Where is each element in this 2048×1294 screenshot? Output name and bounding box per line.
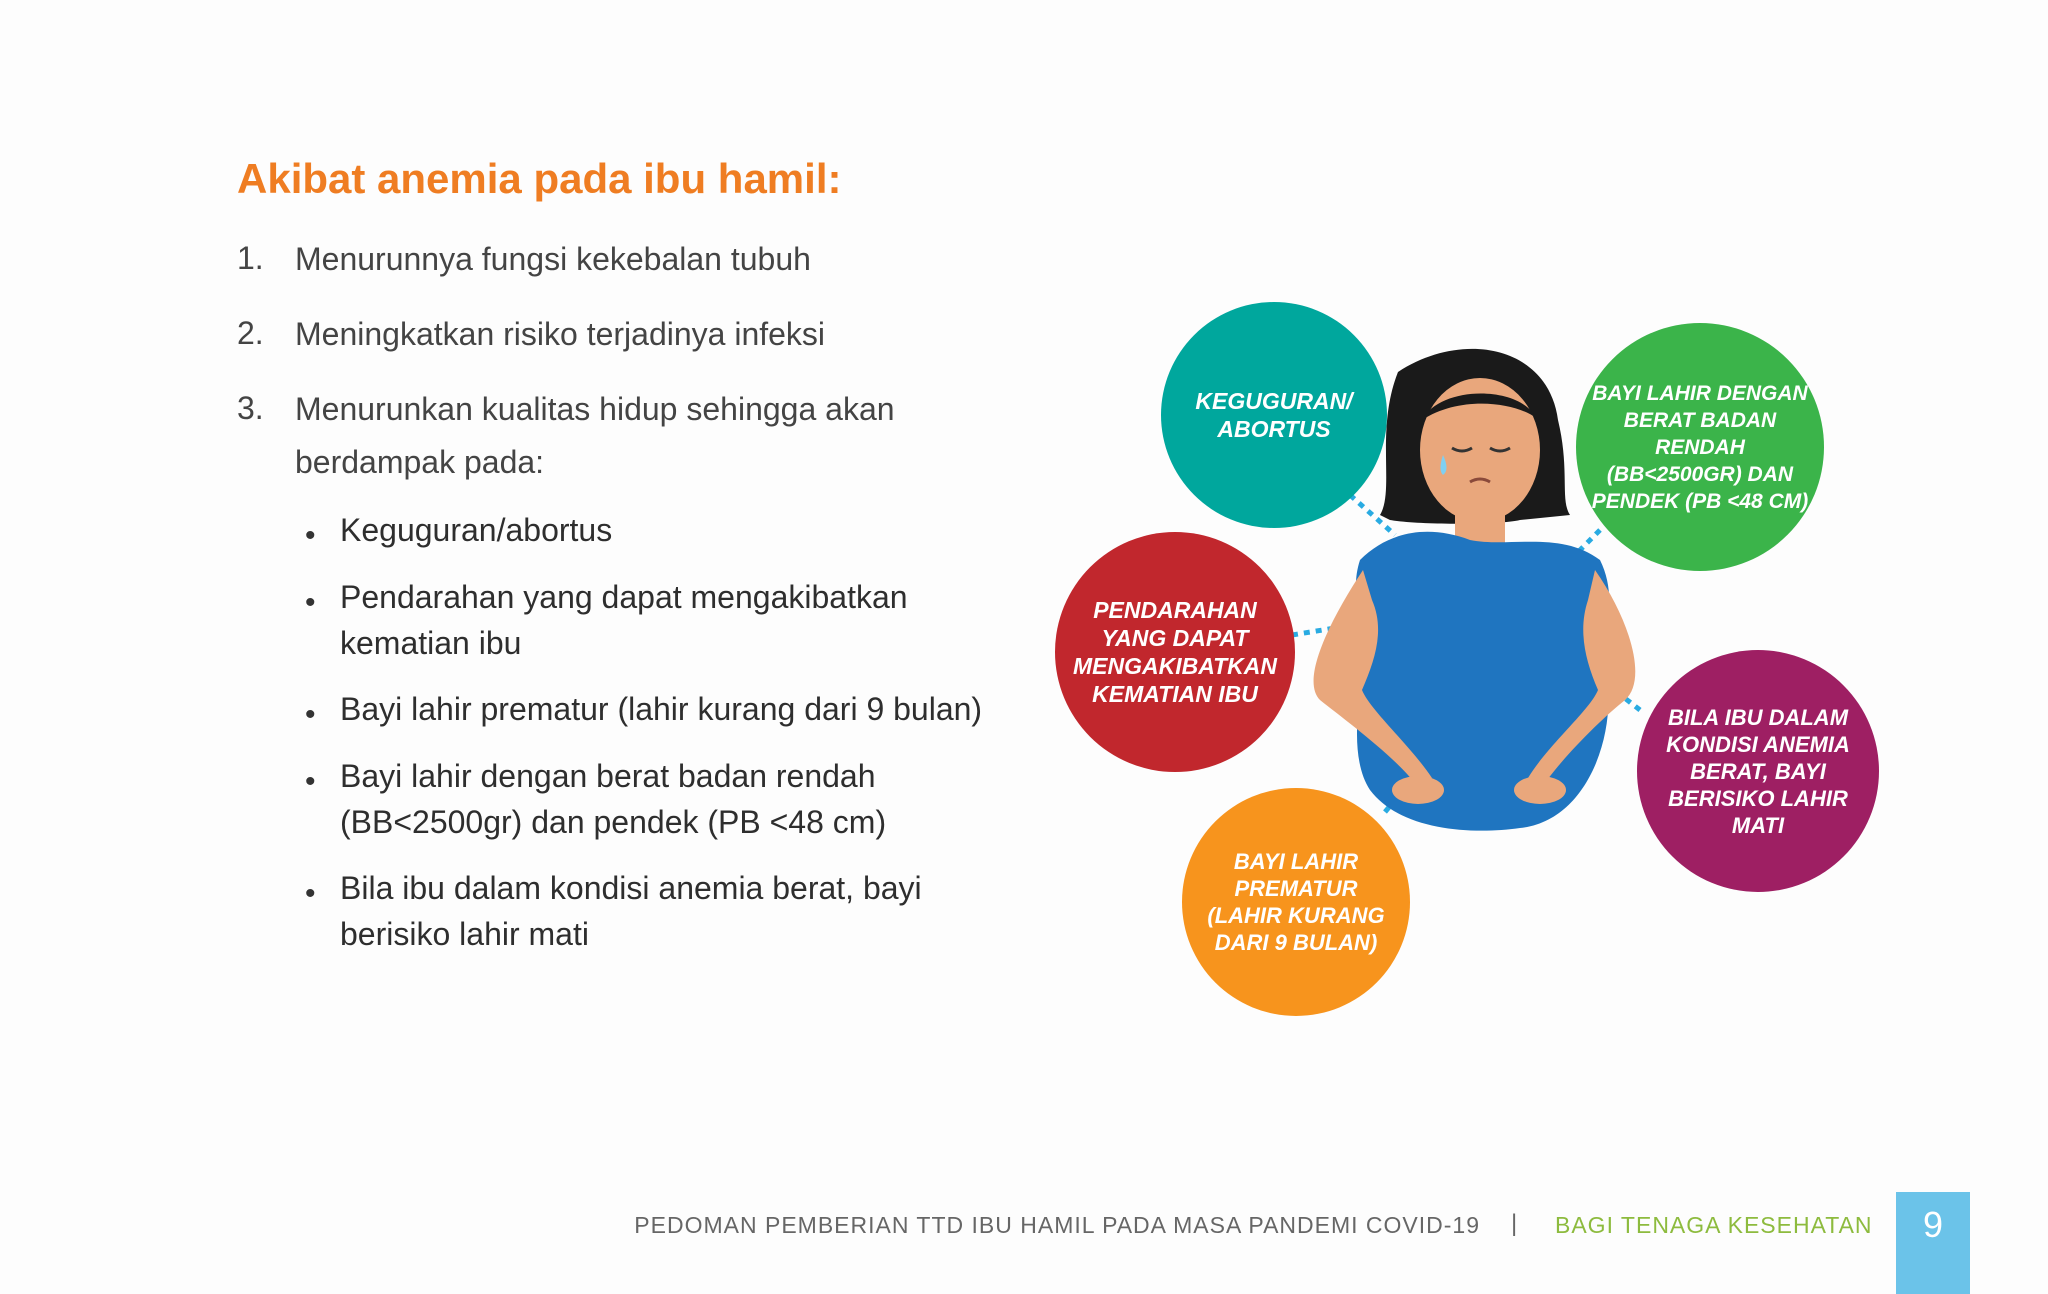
bullet-dot: • — [305, 519, 316, 552]
hand-right — [1514, 776, 1566, 804]
bullet-dot: • — [305, 698, 316, 731]
circle-prematur — [1182, 788, 1410, 1016]
bullet-item: Keguguran/abortus — [340, 512, 613, 548]
hand-left — [1392, 776, 1444, 804]
bullet-dot: • — [305, 877, 316, 910]
list-number: 3. — [237, 390, 264, 426]
circle-label: BAYI LAHIR DENGAN BERAT BADAN RENDAH (BB<2500GR) DAN PENDEK (PB <48 CM) — [1591, 381, 1809, 513]
page-number: 9 — [1896, 1192, 1970, 1294]
footer-section: BAGI TENAGA KESEHATAN — [1555, 1212, 1873, 1238]
circle-lahir-mati — [1637, 650, 1879, 892]
circle-label: KEGUGURAN/ ABORTUS — [1195, 388, 1353, 442]
list-number: 2. — [237, 315, 264, 351]
circle-label: PENDARAHAN YANG DAPAT MENGAKIBATKAN KEMATIAN IBU — [1072, 597, 1277, 707]
bullet-item: Pendarahan yang dapat mengakibatkan kematian ibu — [340, 579, 908, 661]
footer-separator: | — [1511, 1210, 1518, 1237]
bullet-dot: • — [305, 765, 316, 798]
footer-title: PEDOMAN PEMBERIAN TTD IBU HAMIL PADA MASA PANDEMI COVID-19 — [634, 1212, 1480, 1238]
bullet-item: Bayi lahir prematur (lahir kurang dari 9 bulan) — [340, 691, 983, 727]
circle-keguguran — [1161, 302, 1387, 528]
circle-bblr — [1576, 323, 1824, 571]
bullet-dot: • — [305, 586, 316, 619]
circle-label: BAYI LAHIR PREMATUR (LAHIR KURANG DARI 9 BULAN) — [1207, 849, 1385, 955]
list-item: Meningkatkan risiko terjadinya infeksi — [295, 316, 826, 352]
list-number: 1. — [237, 240, 264, 276]
list-item: Menurunkan kualitas hidup sehingga akan berdampak pada: — [295, 391, 895, 480]
list-item: Menurunnya fungsi kekebalan tubuh — [295, 241, 811, 277]
circle-pendarahan — [1055, 532, 1295, 772]
circle-label: BILA IBU DALAM KONDISI ANEMIA BERAT, BAYI BERISIKO LAHIR MATI — [1666, 704, 1850, 838]
bullet-item: Bila ibu dalam kondisi anemia berat, bayi berisiko lahir mati — [340, 870, 922, 952]
bullet-item: Bayi lahir dengan berat badan rendah (BB<2500gr) dan pendek (PB <48 cm) — [340, 758, 887, 840]
page-title: Akibat anemia pada ibu hamil: — [237, 155, 842, 202]
